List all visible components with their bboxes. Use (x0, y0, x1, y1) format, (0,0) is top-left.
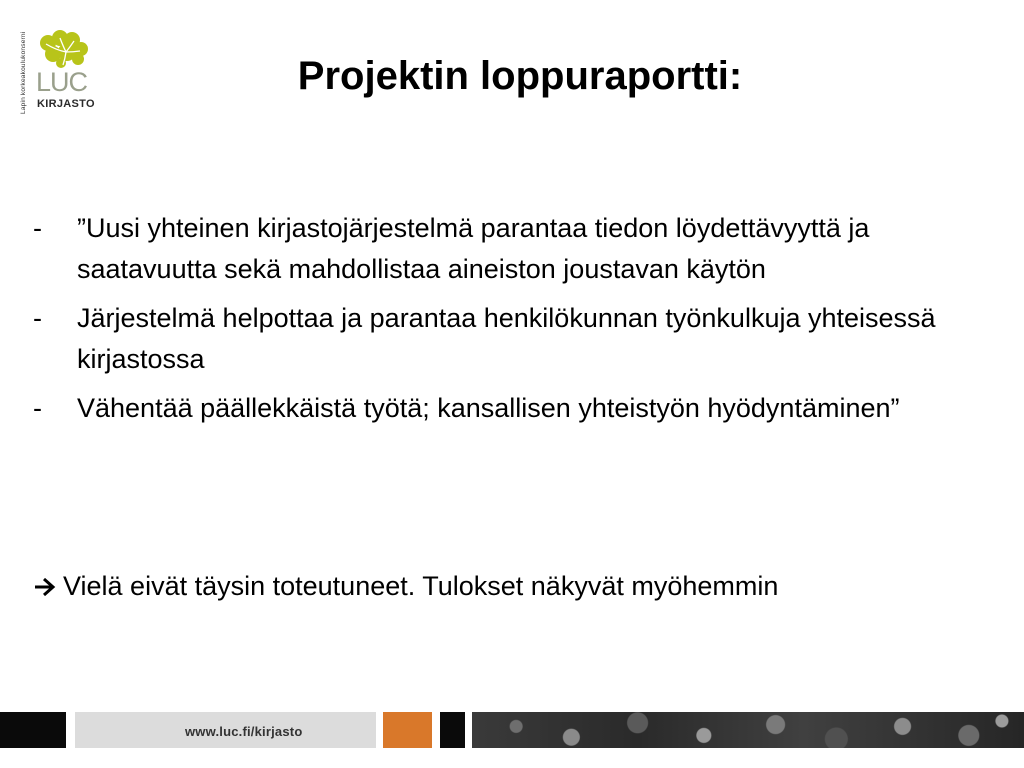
logo-wordmark: LUC (36, 67, 88, 97)
bullet-text: Järjestelmä helpottaa ja parantaa henkilökunnan työnkulkuja yhteisessä kirjastossa (77, 303, 936, 374)
bullet-item (33, 208, 1008, 290)
conclusion-line (33, 566, 778, 607)
footer-black-block (440, 712, 465, 748)
bullet-list (33, 208, 1008, 437)
bullet-text: Vähentää päällekkäistä työtä; kansallisen yhteistyön hyödyntäminen” (77, 393, 900, 423)
conclusion-text: Vielä eivät täysin toteutuneet. Tulokset näkyvät myöhemmin (63, 571, 779, 601)
bullet-item (33, 298, 1008, 380)
bullet-text: ”Uusi yhteinen kirjastojärjestelmä parantaa tiedon löydettävyyttä ja saatavuutta sekä mahdollistaa aineiston joustavan käytön (77, 213, 870, 284)
bullet-marker: - (33, 303, 42, 333)
footer-bar (0, 710, 1024, 750)
footer-stone-photo (472, 712, 1024, 748)
footer-url[interactable]: www.luc.fi/kirjasto (185, 724, 303, 739)
logo-subtitle: KIRJASTO (37, 98, 95, 110)
logo-vertical-text: Lapin korkeakoulukonserni (20, 31, 27, 114)
bullet-marker: - (33, 393, 42, 423)
right-arrow-icon (33, 576, 57, 598)
bullet-item (33, 388, 1008, 429)
footer-url-block (75, 712, 376, 748)
bullet-marker: - (33, 213, 42, 243)
slide-title: Projektin loppuraportti: (297, 54, 743, 98)
footer-orange-block (383, 712, 432, 748)
footer-black-block (0, 712, 66, 748)
